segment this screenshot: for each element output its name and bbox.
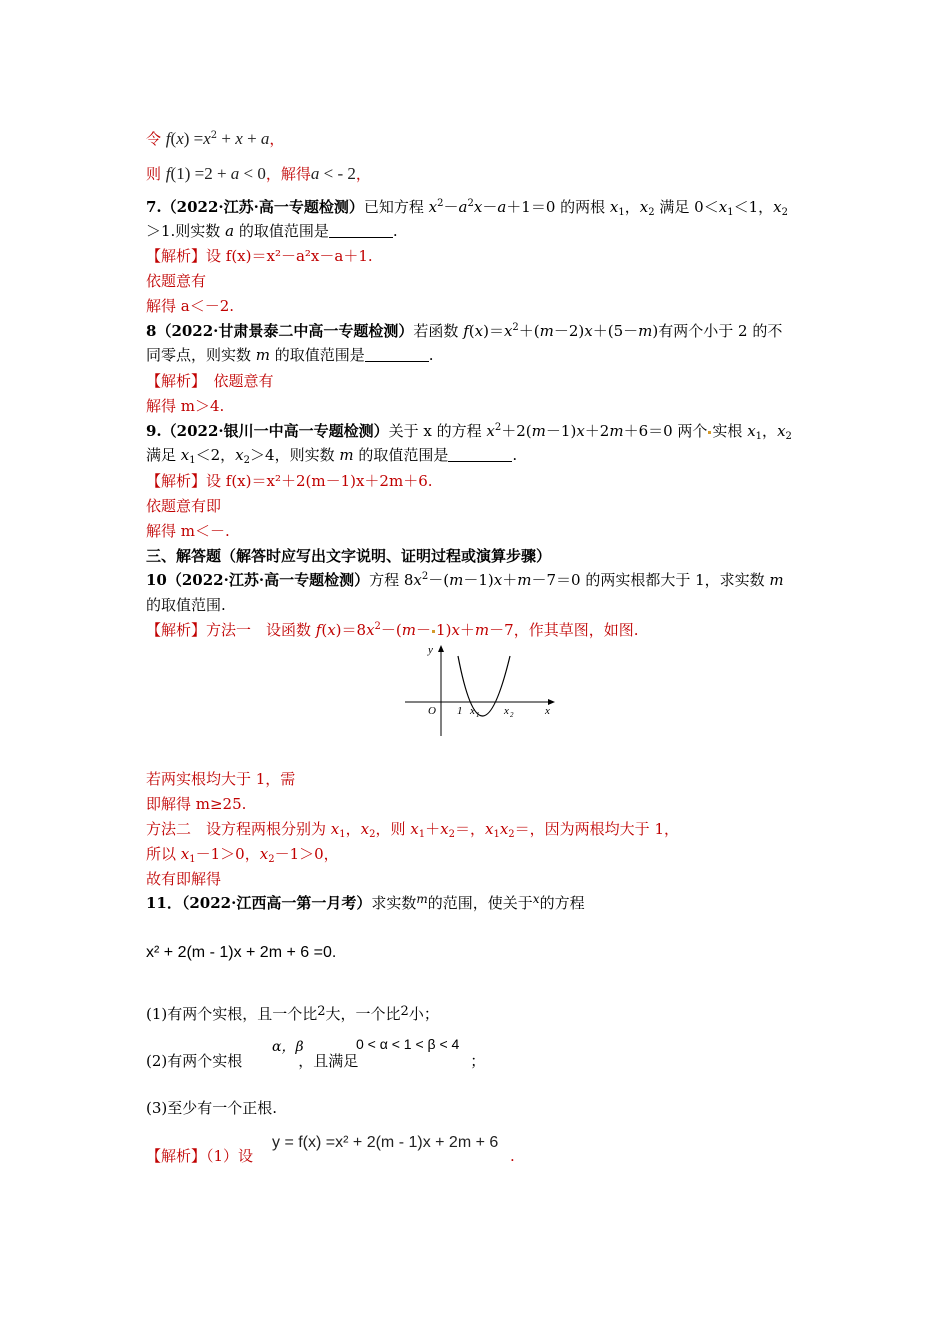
answer-blank	[329, 223, 393, 238]
q7-jiexi: 【解析】设 f(x)＝x²－a²x－a＋1.	[146, 247, 373, 265]
q10-line1: 10（2022·江苏·高一专题检测）方程 $8x^2-(m-1)x+m-7=0$ 的两实根都大于 1，求实数 m	[146, 571, 784, 589]
q11-part1: (1)有两个实根，且一个比$^2$大，一个比$^2$小；	[146, 1004, 439, 1023]
q7-line1: 7.（2022·江苏·高一专题检测）已知方程 $x^2-a^2x-a+1=0$ 的两根 $x_1$，$x_2$ 满足 $0<x_1<1$，$x_2$	[146, 198, 788, 218]
sol6-line1: 令 $f(x) =x^2 + x + a$，	[146, 129, 285, 148]
q10-r4: 所以 $x_1-1>0$，$x_2-1>0$，	[146, 845, 339, 865]
root-label-x2: x	[504, 705, 509, 717]
q9-line1: 9.（2022·银川一中高一专题检测）关于 x 的方程 $x^2+2(m-1)x+2m+6=0$ 两个 实根 $x_1$，$x_2$	[146, 422, 792, 442]
q9-jiexi: 【解析】设 f(x)＝x²＋2(m－1)x＋2m＋6.	[146, 472, 433, 490]
q9-yiti: 依题意有即	[146, 497, 222, 515]
parabola-sketch	[400, 640, 560, 740]
y-label: y	[428, 644, 433, 656]
answer-blank	[448, 447, 512, 462]
y-axis-arrow	[438, 645, 444, 652]
q10-r1: 若两实根均大于 1，需	[146, 770, 296, 788]
q7-line2: ＞1.则实数 a 的取值范围是 .	[146, 222, 398, 240]
q9-jiede: 解得 m＜－.	[146, 522, 230, 540]
origin-label: O	[428, 705, 436, 717]
q11-jiexi-formula: y = f(x) =x² + 2(m - 1)x + 2m + 6	[272, 1134, 499, 1151]
x-label: x	[545, 705, 550, 717]
svg-text:1: 1	[476, 711, 480, 719]
q10-line2: 的取值范围.	[146, 596, 226, 614]
q11-jiexi: 【解析】（1）设	[146, 1147, 254, 1165]
parabola-curve	[458, 656, 510, 716]
q9-line2: 满足 $x_1<2$，$x_2>4$，则实数 m 的取值范围是 .	[146, 446, 518, 466]
q8-jiexi: 【解析】 依题意有	[146, 372, 274, 390]
q8-line1: 8（2022·甘肃景泰二中高一专题检测）若函数 $f(x)=x^2+(m-2)x+(5-m)$有两个小于 2 的不	[146, 322, 783, 340]
q11-inequality: 0 < α < 1 < β < 4	[356, 1036, 460, 1052]
q10-jiexi: 【解析】方法一 设函数 $f(x)=8x^2-(m- 1)x+m-7$，作其草图，如图.	[146, 621, 639, 639]
q8-line2: 同零点，则实数 m 的取值范围是 .	[146, 346, 434, 364]
sol6-line2: 则 f(1) =2 + a < 0，解得a < - 2，	[146, 164, 371, 183]
q10-r2: 即解得 m≥25.	[146, 795, 247, 813]
root-label-x1: x	[470, 705, 475, 717]
section-3-heading: 三、解答题（解答时应写出文字说明、证明过程或演算步骤）	[146, 547, 552, 565]
q11-line1: 11．（2022·江西高一第一月考）求实数$^m$的范围，使关于$^x$的方程	[146, 892, 585, 912]
q11-part2: (2)有两个实根 ，且满足 ；	[146, 1052, 486, 1070]
q7-yiti: 依题意有	[146, 272, 207, 290]
formula-fx: f	[165, 129, 171, 148]
q7-jiede: 解得 a＜－2.	[146, 297, 235, 315]
tick-label-1: 1	[457, 705, 463, 717]
q8-jiede: 解得 m＞4.	[146, 397, 225, 415]
text-ling: 令	[146, 130, 162, 148]
q11-equation: x² + 2(m - 1)x + 2m + 6 =0.	[146, 944, 337, 961]
q10-r3: 方法二 设方程两根分别为 $x_1$，$x_2$，则 $x_1+x_2=$，$x_1x_2=$，因为两根均大于 1，	[146, 820, 679, 840]
q11-part3: (3)至少有一个正根.	[146, 1099, 278, 1117]
svg-text:2: 2	[510, 711, 514, 719]
answer-blank	[365, 347, 429, 362]
q11-alpha-beta: α，β	[272, 1039, 304, 1055]
q10-r5: 故有即解得	[146, 870, 222, 888]
